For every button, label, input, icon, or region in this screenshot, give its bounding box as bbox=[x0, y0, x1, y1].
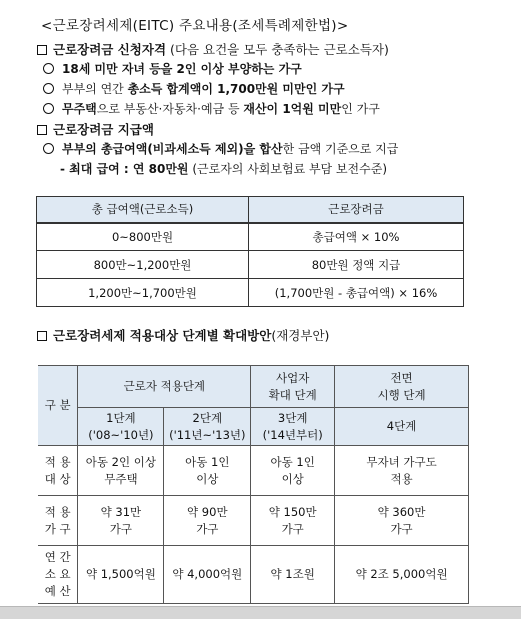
business-stage-header: 사업자 확대 단계 bbox=[251, 366, 335, 408]
page-title: <근로장려세제(EITC) 주요내용(조세특례제한법)> bbox=[41, 18, 349, 34]
table-cell: 80만원 정액 지급 bbox=[249, 251, 464, 279]
heading-text: 근로장려금 지급액 bbox=[53, 122, 154, 137]
table-cell: 아동 2인 이상 무주택 bbox=[78, 446, 164, 496]
item-text: 인 가구 bbox=[341, 102, 380, 116]
payment-max bbox=[60, 160, 387, 177]
max-text-bold: - 최대 급여 : 연 80만원 bbox=[60, 162, 189, 176]
table-header: 총 급여액(근로소득) bbox=[37, 197, 249, 223]
heading-note: (재경부안) bbox=[271, 328, 330, 343]
item-text: 18세 미만 자녀 등을 2인 이상 부양하는 가구 bbox=[62, 62, 302, 76]
circle-bullet-icon bbox=[43, 143, 54, 154]
circle-bullet-icon bbox=[43, 83, 54, 94]
table-row bbox=[37, 251, 464, 279]
stage-name: 4단계 bbox=[386, 419, 417, 433]
table-cell: 약 360만 가구 bbox=[335, 496, 469, 546]
table-cell: 아동 1인 이상 bbox=[164, 446, 251, 496]
stage-period: ('11년~'13년) bbox=[169, 427, 246, 442]
table-cell: (1,700만원 - 총급여액) × 16% bbox=[249, 279, 464, 307]
expansion-table bbox=[38, 365, 469, 604]
table-cell: 약 31만 가구 bbox=[78, 496, 164, 546]
checkbox-bullet-icon bbox=[37, 125, 47, 135]
item-text-bold: 무주택 bbox=[62, 102, 97, 116]
checkbox-bullet-icon bbox=[37, 331, 47, 341]
table-cell: 총급여액 × 10% bbox=[249, 223, 464, 251]
table-cell: 약 150만 가구 bbox=[251, 496, 335, 546]
row-label: 적 용 가 구 bbox=[38, 496, 78, 546]
table-cell: 0~800만원 bbox=[37, 223, 249, 251]
table-cell: 800만~1,200만원 bbox=[37, 251, 249, 279]
table-cell: 약 2조 5,000억원 bbox=[335, 546, 469, 604]
bottom-scroll-bar bbox=[0, 606, 521, 619]
table-cell: 약 90만 가구 bbox=[164, 496, 251, 546]
item-text: 한 금액 기준으로 지급 bbox=[282, 142, 399, 156]
table-row bbox=[37, 279, 464, 307]
section-expansion-heading bbox=[37, 326, 329, 344]
circle-bullet-icon bbox=[43, 103, 54, 114]
row-label: 연 간 소 요 예 산 bbox=[38, 546, 78, 604]
table-row bbox=[37, 223, 464, 251]
item-text: 부부의 연간 bbox=[62, 82, 128, 96]
gubun-header: 구 분 bbox=[38, 366, 78, 446]
heading-note: (다음 요건을 모두 충족하는 근로소득자) bbox=[166, 42, 389, 57]
stage-1-header bbox=[78, 408, 164, 446]
stage-2-header bbox=[164, 408, 251, 446]
table-cell: 약 1조원 bbox=[251, 546, 335, 604]
table-row bbox=[38, 546, 469, 604]
stage-3-header bbox=[251, 408, 335, 446]
eligibility-item-3 bbox=[43, 100, 380, 117]
stage-name: 1단계 bbox=[106, 410, 136, 425]
heading-text: 근로장려금 신청자격 bbox=[53, 42, 167, 57]
full-stage-header: 전면 시행 단계 bbox=[335, 366, 469, 408]
eligibility-item-2 bbox=[43, 80, 345, 97]
item-text-bold: 재산이 1억원 미만 bbox=[243, 102, 342, 116]
row-label: 적 용 대 상 bbox=[38, 446, 78, 496]
checkbox-bullet-icon bbox=[37, 45, 47, 55]
table-row bbox=[38, 496, 469, 546]
table-cell: 약 1,500억원 bbox=[78, 546, 164, 604]
table-cell: 1,200만~1,700만원 bbox=[37, 279, 249, 307]
payment-item bbox=[43, 140, 398, 157]
stage-4-header bbox=[335, 408, 469, 446]
table-cell: 약 4,000억원 bbox=[164, 546, 251, 604]
heading-text: 근로장려세제 적용대상 단계별 확대방안 bbox=[53, 328, 272, 343]
table-cell: 무자녀 가구도 적용 bbox=[335, 446, 469, 496]
table-cell: 아동 1인 이상 bbox=[251, 446, 335, 496]
eligibility-item-1 bbox=[43, 60, 302, 77]
max-text: (근로자의 사회보험료 부담 보전수준) bbox=[188, 162, 388, 176]
stage-period: ('14년부터) bbox=[262, 427, 323, 442]
item-text: 으로 부동산·자동차·예금 등 bbox=[96, 102, 244, 116]
item-text-bold: 총소득 합계액이 1,700만원 미만인 가구 bbox=[127, 82, 345, 96]
section-eligibility-heading bbox=[37, 40, 389, 58]
stage-name: 3단계 bbox=[277, 410, 308, 425]
worker-stage-header: 근로자 적용단계 bbox=[78, 366, 251, 408]
section-payment-heading bbox=[37, 120, 154, 138]
stage-name: 2단계 bbox=[192, 410, 223, 425]
table-header: 근로장려금 bbox=[249, 197, 464, 223]
payment-table bbox=[36, 196, 464, 307]
table-row bbox=[38, 446, 469, 496]
item-text-bold: 부부의 총급여액(비과세소득 제외)을 합산 bbox=[62, 142, 283, 156]
circle-bullet-icon bbox=[43, 63, 54, 74]
stage-period: ('08~'10년) bbox=[88, 427, 154, 442]
